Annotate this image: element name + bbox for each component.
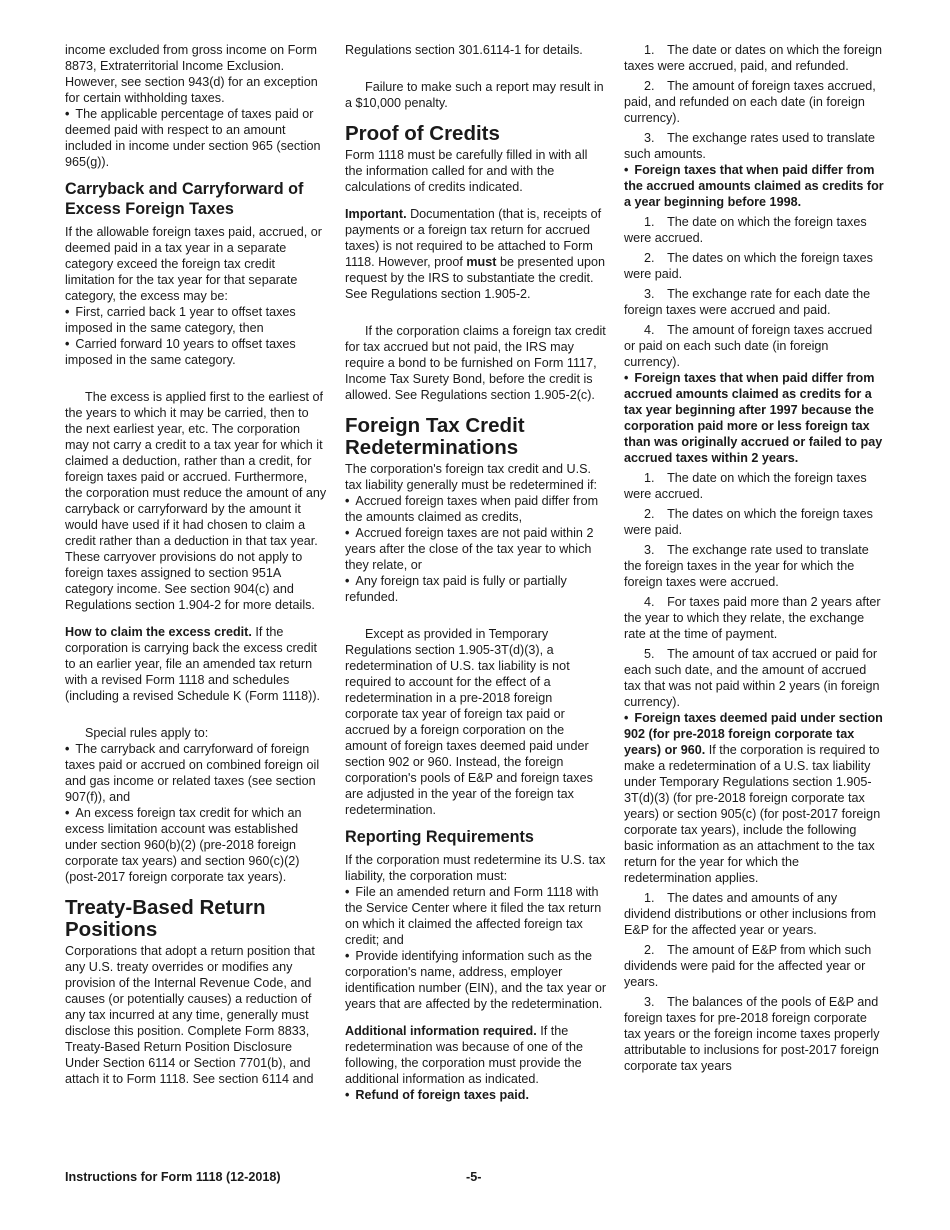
bullet-item: • First, carried back 1 year to offset taxes imposed in the same category, then <box>65 304 327 336</box>
bullet-item: • Provide identifying information such as the corporation's name, address, employer identification number (EIN), and the tax year or years that are affected by the redetermination. <box>345 948 607 1012</box>
bullet-item: • An excess foreign tax credit for which an excess limitation account was established under section 960(b)(2) (pre-2018 foreign corporate tax years) and section 960(c)(2) (post-2017 foreign corporate tax years). <box>65 805 327 885</box>
paragraph-text: Documentation (that is, receipts of payments or a foreign tax return for accrued taxes) is not required to be attached to Form 1118. However, proof <box>345 207 602 269</box>
paragraph: If the allowable foreign taxes paid, accrued, or deemed paid in a tax year in a separate category exceed the foreign tax credit limitation for the tax year for that separate category, the excess may be: <box>65 225 322 303</box>
paragraph: If the corporation claims a foreign tax credit for tax accrued but not paid, the IRS may require a bond to be furnished on Form 1117, Income Tax Surety Bond, before the credit is allowed. See Regulations section 1.905-2(c). <box>345 324 606 402</box>
heading-reporting: Reporting Requirements <box>345 828 534 846</box>
emphasis: must <box>466 255 497 269</box>
numbered-item: 3. The exchange rates used to translate such amounts. <box>624 131 876 161</box>
paragraph: The corporation's foreign tax credit and U.S. tax liability generally must be redetermined if: <box>345 462 597 492</box>
bullet-item: • Refund of foreign taxes paid. <box>345 1087 607 1103</box>
numbered-item: 2. The dates on which the foreign taxes were paid. <box>624 251 873 281</box>
paragraph-text: If the corporation is required to make a redetermination of a U.S. tax liability under Temporary Regulations section 1.905-3T(d)(3) (for pre-2018 foreign corporate tax years) or section 905(c) (for post-2017 foreign corporate tax years), include the following basic information as an attachment to the tax return for the year for which the redetermination applies. <box>624 743 881 885</box>
footer-form-title: Instructions for Form 1118 (12-2018) <box>65 1170 281 1184</box>
bullet-item: • The applicable percentage of taxes paid or deemed paid with respect to an amount included in income under section 965 (section 965(g)). <box>65 106 327 170</box>
paragraph-text: be presented upon request by the IRS to substantiate the credit. See Regulations section 1.905-2. <box>345 255 605 301</box>
bullet-item: • Foreign taxes that when paid differ from accrued amounts claimed as credits for a tax year beginning after 1997 because the corporation paid more or less foreign tax than was originally accrued or failed to pay accrued taxes within 2 years. <box>624 370 886 466</box>
numbered-item: 1. The date or dates on which the foreign taxes were accrued, paid, and refunded. <box>624 43 883 73</box>
column-right <box>624 42 886 1074</box>
bullet-item: • Foreign taxes that when paid differ from the accrued amounts claimed as credits for a year beginning before 1998. <box>624 162 886 210</box>
numbered-item: 5. The amount of tax accrued or paid for each such date, and the amount of accrued tax that was not paid within 2 years (in foreign currency). <box>624 647 880 709</box>
bullet-item: • Carried forward 10 years to offset taxes imposed in the same category. <box>65 336 327 368</box>
paragraph: Special rules apply to: <box>85 726 209 740</box>
paragraph: Failure to make such a report may result in a $10,000 penalty. <box>345 80 604 110</box>
paragraph: income excluded from gross income on Form 8873, Extraterritorial Income Exclusion. However, see section 943(d) for an exception for certain withholding taxes. <box>65 43 318 105</box>
numbered-item: 1. The date on which the foreign taxes were accrued. <box>624 471 867 501</box>
numbered-item: 2. The amount of E&P from which such dividends were paid for the affected year or years. <box>624 943 872 989</box>
numbered-item: 4. The amount of foreign taxes accrued or paid on each such date (in foreign currency). <box>624 323 873 369</box>
bullet-item: • Any foreign tax paid is fully or partially refunded. <box>345 573 607 605</box>
bullet-item: • The carryback and carryforward of foreign taxes paid or accrued on combined foreign oil and gas income or related taxes (see section 907(f)), and <box>65 741 327 805</box>
numbered-item: 3. The exchange rate used to translate the foreign taxes in the year for which the foreign taxes were accrued. <box>624 543 869 589</box>
run-in-heading: Additional information required. <box>345 1024 537 1038</box>
paragraph-additional <box>345 1023 607 1087</box>
numbered-item: 2. The amount of foreign taxes accrued, paid, and refunded on each date (in foreign currency). <box>624 79 876 125</box>
paragraph: Regulations section 301.6114-1 for details. <box>345 43 583 57</box>
bullet-item: • Accrued foreign taxes are not paid within 2 years after the close of the tax year to which they relate, or <box>345 525 607 573</box>
heading-proof: Proof of Credits <box>345 122 500 145</box>
paragraph-important <box>345 206 607 302</box>
paragraph: Form 1118 must be carefully filled in with all the information called for and with the calculations of credits indicated. <box>345 148 588 194</box>
paragraph: Corporations that adopt a return position that any U.S. treaty overrides or modifies any provision of the Internal Revenue Code, and causes (or potentially causes) a reduction of any tax incurred at any time, generally must disclose this position. Complete Form 8833, Treaty-Based Return Position Disclosure Under Section 6114 or Section 7701(b), and attach it to Form 1118. See section 6114 and <box>65 944 315 1086</box>
numbered-item: 3. The exchange rate for each date the foreign taxes were accrued and paid. <box>624 287 871 317</box>
heading-redeterminations: Foreign Tax Credit Redeterminations <box>345 414 525 459</box>
paragraph: If the corporation must redetermine its U.S. tax liability, the corporation must: <box>345 853 606 883</box>
column-left <box>65 42 327 1087</box>
run-in-heading: Important. <box>345 207 407 221</box>
bullet-item: • Accrued foreign taxes when paid differ from the amounts claimed as credits, <box>345 493 607 525</box>
paragraph-deemed <box>624 710 886 886</box>
heading-carryback: Carryback and Carryforward of Excess Foreign Taxes <box>65 180 304 218</box>
numbered-item: 1. The date on which the foreign taxes were accrued. <box>624 215 867 245</box>
paragraph-text: If the corporation is carrying back the excess credit to an earlier year, file an amended tax return with a revised Form 1118 and schedules (including a revised Schedule K (Form 1118)). <box>65 625 321 703</box>
numbered-item: 2. The dates on which the foreign taxes were paid. <box>624 507 873 537</box>
paragraph-text: If the redetermination was because of one of the following, the corporation must provide the additional information as indicated. <box>345 1024 584 1086</box>
run-in-heading: How to claim the excess credit. <box>65 625 252 639</box>
page-number: -5- <box>466 1170 482 1184</box>
paragraph: The excess is applied first to the earliest of the years to which it may be carried, then to the next earliest year, etc. The corporation may not carry a credit to a tax year for which it claimed a deduction, rather than a credit, for foreign taxes paid or accrued. Furthermore, the corporation must reduce the amount of any carryback or carryforward by the amount it would have used if it had chosen to claim a credit rather than a deduction in that tax year. These carryover provisions do not apply to foreign taxes assigned to section 951A category income. See section 904(c) and Regulations section 1.904-2 for more details. <box>65 390 327 612</box>
numbered-item: 3. The balances of the pools of E&P and foreign taxes for pre-2018 foreign corporate tax years or the foreign income taxes properly attributable to inclusions for post-2017 foreign corporate tax years <box>624 995 880 1073</box>
column-middle <box>345 42 607 1103</box>
numbered-item: 4. For taxes paid more than 2 years after the year to which they relate, the exchange rate at the time of payment. <box>624 595 881 641</box>
heading-treaty: Treaty-Based Return Positions <box>65 896 266 941</box>
bullet-item: • File an amended return and Form 1118 with the Service Center where it filed the tax return on which it claimed the affected foreign tax credit; and <box>345 884 607 948</box>
numbered-item: 1. The dates and amounts of any dividend distributions or other inclusions from E&P for the affected year or years. <box>624 891 876 937</box>
paragraph: Except as provided in Temporary Regulations section 1.905-3T(d)(3), a redetermination of U.S. tax liability is not required to account for the effect of a redetermination in a pre-2018 foreign corporate tax year of foreign tax paid or accrued by a foreign corporation on the amount of foreign taxes deemed paid under section 902 or 960. Instead, the foreign corporation's pools of E&P and foreign taxes are adjusted in the year of the foreign tax redetermination. <box>345 627 593 817</box>
bullet-item: • Foreign taxes deemed paid under section 902 (for pre-2018 foreign corporate tax years) or 960. <box>624 711 883 757</box>
paragraph-claim <box>65 624 327 704</box>
